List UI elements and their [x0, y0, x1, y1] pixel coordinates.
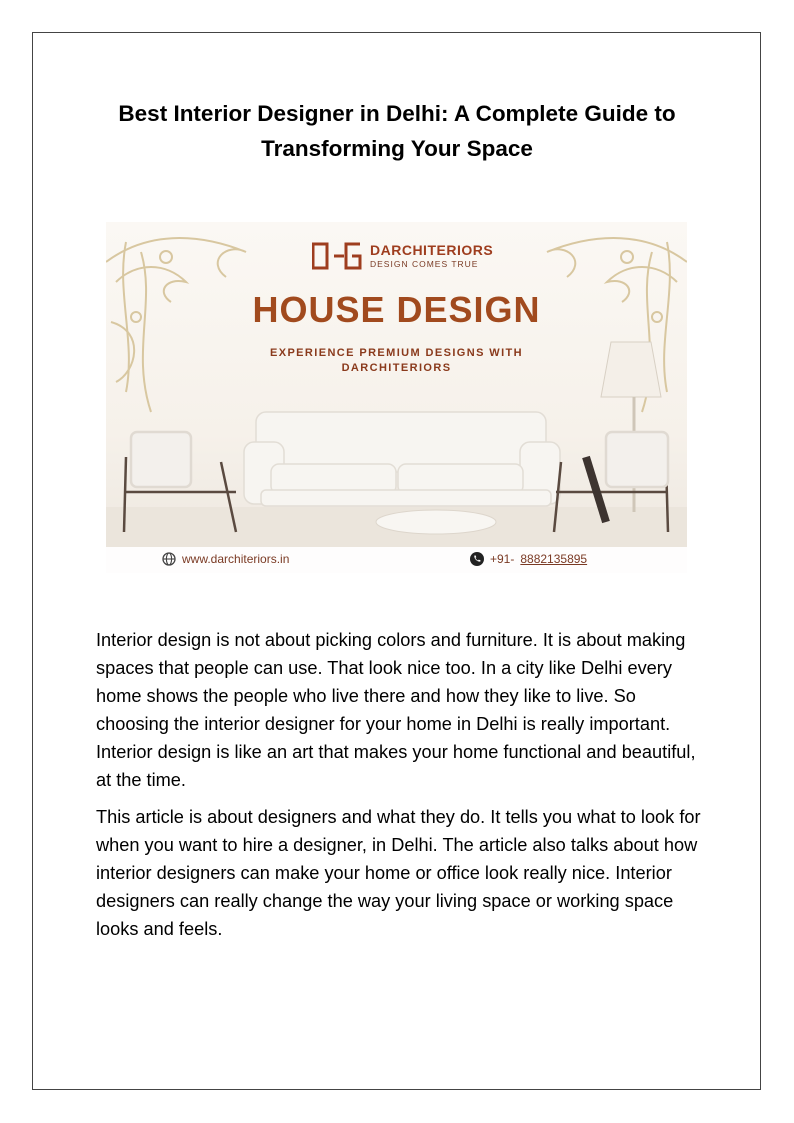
banner-image: [106, 222, 687, 573]
website-text: www.darchiteriors.in: [182, 552, 290, 566]
brand-logo-icon: [312, 242, 362, 270]
brand-tagline: DESIGN COMES TRUE: [370, 258, 479, 269]
phone-contact: [470, 552, 587, 566]
coffee-table: [376, 510, 496, 534]
brand-block: [312, 242, 493, 270]
banner-subline: EXPERIENCE PREMIUM DESIGNS WITH DARCHITERIORS: [269, 347, 524, 374]
phone-prefix: +91-: [490, 552, 515, 566]
globe-icon: [162, 552, 176, 566]
phone-number: 8882135895: [520, 552, 588, 566]
sofa: [244, 412, 560, 506]
contact-bar: [106, 547, 687, 573]
living-room-illustration: [106, 222, 687, 573]
page-title: Best Interior Designer in Delhi: A Complete Guide to Transforming Your Space: [118, 101, 676, 161]
article-body: [96, 626, 706, 952]
website-contact: [162, 552, 289, 566]
banner-headline: HOUSE DESIGN: [252, 289, 541, 330]
brand-name: DARCHITERIORS: [370, 241, 494, 258]
paragraph: This article is about designers and what they do. It tells you what to look for when you want to hire a designer, in Delhi. The article also talks about how interior designers can make your home or office look really nice. Interior designers can really change the way your living space or working space looks and feels.: [96, 807, 701, 939]
paragraph: Interior design is not about picking colors and furniture. It is about making spaces that people can use. That look nice too. In a city like Delhi every home shows the people who live there and how they like to live. So choosing the interior designer for your home in Delhi is really important. Interior design is like an art that makes your home functional and beautiful, at the time.: [96, 630, 696, 790]
phone-icon: [470, 552, 484, 566]
